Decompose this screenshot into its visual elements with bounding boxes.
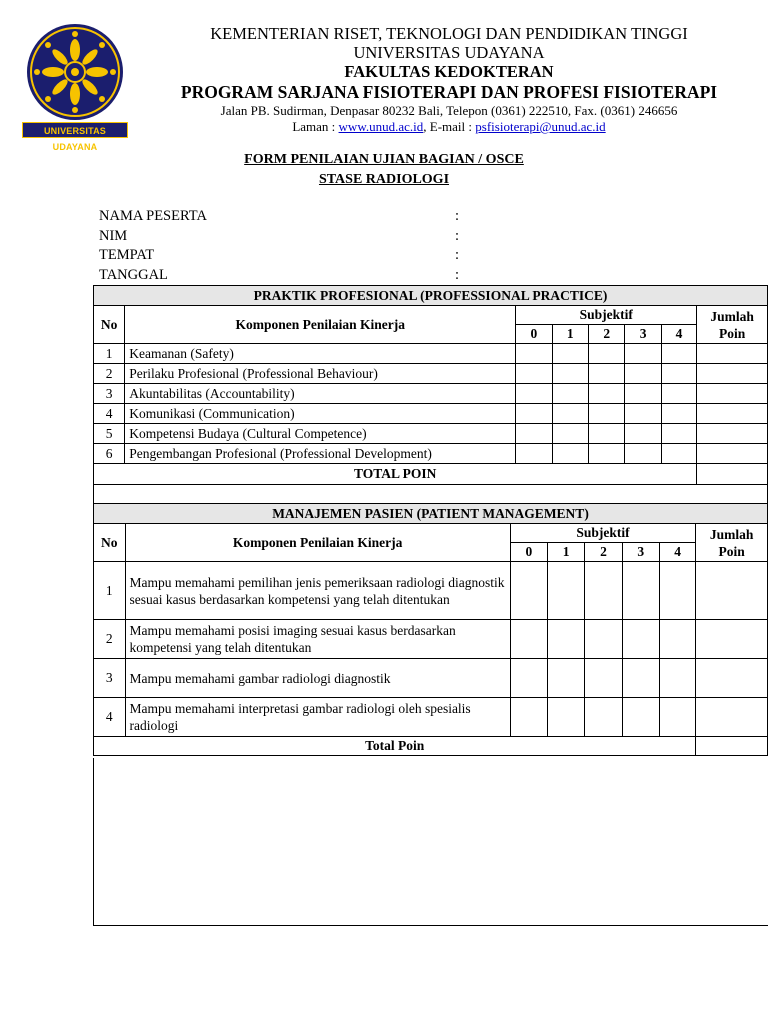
score-header-1: 1 — [552, 325, 588, 344]
score-header-2: 2 — [585, 543, 622, 562]
professional-practice-table — [93, 285, 768, 505]
field-label: NAMA PESERTA — [99, 208, 207, 224]
score-cell[interactable] — [622, 698, 659, 737]
score-header-3: 3 — [625, 325, 661, 344]
table-row — [94, 562, 768, 620]
score-cell[interactable] — [589, 404, 625, 424]
total-row — [94, 464, 768, 485]
score-cell[interactable] — [661, 444, 697, 464]
score-cell[interactable] — [516, 384, 552, 404]
score-cell[interactable] — [661, 344, 697, 364]
col-no-header: No — [94, 524, 126, 562]
row-item: Pengembangan Profesional (Professional Development) — [125, 444, 516, 464]
score-cell[interactable] — [552, 404, 588, 424]
score-cell[interactable] — [589, 424, 625, 444]
field-tanggal — [99, 266, 499, 286]
ministry-name: KEMENTERIAN RISET, TEKNOLOGI DAN PENDIDIKAN TINGGI — [210, 24, 688, 43]
score-cell[interactable] — [661, 404, 697, 424]
row-no: 1 — [94, 344, 125, 364]
score-cell[interactable] — [585, 620, 622, 659]
jumlah-cell[interactable] — [697, 384, 768, 404]
table-row — [94, 444, 768, 464]
score-header-0: 0 — [516, 325, 552, 344]
email-link[interactable]: psfisioterapi@unud.ac.id — [475, 119, 606, 134]
university-name: UNIVERSITAS UDAYANA — [353, 43, 545, 62]
col-subjektif-header: Subjektif — [516, 306, 697, 325]
col-no-header: No — [94, 306, 125, 344]
table-row — [94, 698, 768, 737]
table-row — [94, 364, 768, 384]
row-no: 3 — [94, 384, 125, 404]
score-cell[interactable] — [625, 424, 661, 444]
row-no: 2 — [94, 620, 126, 659]
score-cell[interactable] — [625, 364, 661, 384]
contact-line — [130, 119, 768, 135]
row-no: 3 — [94, 659, 126, 698]
score-cell[interactable] — [552, 444, 588, 464]
score-cell[interactable] — [510, 620, 547, 659]
notes-area[interactable] — [93, 758, 768, 926]
address: Jalan PB. Sudirman, Denpasar 80232 Bali, Telepon (0361) 222510, Fax. (0361) 246656 — [220, 103, 678, 118]
score-header-2: 2 — [589, 325, 625, 344]
score-header-1: 1 — [547, 543, 584, 562]
table-row — [94, 424, 768, 444]
score-cell[interactable] — [585, 659, 622, 698]
col-jumlah-header: Jumlah Poin — [697, 306, 768, 344]
score-cell[interactable] — [589, 444, 625, 464]
col-subjektif-header: Subjektif — [510, 524, 696, 543]
row-item: Keamanan (Safety) — [125, 344, 516, 364]
score-cell[interactable] — [625, 384, 661, 404]
score-cell[interactable] — [659, 698, 695, 737]
score-cell[interactable] — [516, 404, 552, 424]
score-cell[interactable] — [659, 659, 695, 698]
score-cell[interactable] — [516, 444, 552, 464]
score-cell[interactable] — [661, 384, 697, 404]
row-no: 6 — [94, 444, 125, 464]
score-cell[interactable] — [552, 384, 588, 404]
total-label: TOTAL POIN — [94, 464, 697, 485]
score-header-0: 0 — [510, 543, 547, 562]
section-header: PRAKTIK PROFESIONAL (PROFESSIONAL PRACTICE) — [94, 286, 768, 306]
score-cell[interactable] — [589, 344, 625, 364]
row-item: Akuntabilitas (Accountability) — [125, 384, 516, 404]
row-item: Perilaku Profesional (Professional Behaviour) — [125, 364, 516, 384]
score-cell[interactable] — [552, 344, 588, 364]
field-colon: : — [455, 247, 460, 263]
score-cell[interactable] — [622, 562, 659, 620]
program-name: PROGRAM SARJANA FISIOTERAPI DAN PROFESI FISIOTERAPI — [180, 82, 718, 102]
score-header-3: 3 — [622, 543, 659, 562]
table-row — [94, 384, 768, 404]
score-cell[interactable] — [622, 659, 659, 698]
score-cell[interactable] — [585, 698, 622, 737]
score-cell[interactable] — [552, 424, 588, 444]
score-cell[interactable] — [547, 698, 584, 737]
score-cell[interactable] — [516, 424, 552, 444]
row-item: Mampu memahami gambar radiologi diagnostik — [125, 659, 510, 698]
row-item: Mampu memahami posisi imaging sesuai kasus berdasarkan kompetensi yang telah ditentukan — [125, 620, 510, 659]
website-link[interactable]: www.unud.ac.id — [338, 119, 424, 134]
row-item: Mampu memahami pemilihan jenis pemeriksaan radiologi diagnostik sesuai kasus berdasarkan kompetensi yang telah ditentukan — [125, 562, 510, 620]
identity-fields — [99, 207, 499, 285]
score-cell[interactable] — [547, 659, 584, 698]
jumlah-cell[interactable] — [696, 698, 768, 737]
row-no: 2 — [94, 364, 125, 384]
score-cell[interactable] — [625, 344, 661, 364]
table-row — [94, 620, 768, 659]
total-cell[interactable] — [696, 737, 768, 756]
field-tempat — [99, 246, 499, 266]
field-label: TANGGAL — [99, 266, 168, 283]
patient-management-table — [93, 503, 768, 756]
logo-band-label: UNIVERSITAS UDAYANA — [22, 122, 128, 138]
section-header: MANAJEMEN PASIEN (PATIENT MANAGEMENT) — [94, 504, 768, 524]
email-label: , E-mail : — [423, 119, 476, 134]
form-titles — [0, 150, 768, 190]
field-label: NIM — [99, 227, 128, 244]
row-no: 4 — [94, 698, 126, 737]
letterhead — [130, 24, 768, 135]
jumlah-cell[interactable] — [696, 659, 768, 698]
laman-label: Laman : — [292, 119, 339, 134]
jumlah-cell[interactable] — [697, 424, 768, 444]
score-cell[interactable] — [625, 444, 661, 464]
jumlah-cell[interactable] — [697, 404, 768, 424]
total-cell[interactable] — [697, 464, 768, 485]
col-komponen-header: Komponen Penilaian Kinerja — [125, 524, 510, 562]
score-cell[interactable] — [510, 698, 547, 737]
field-colon: : — [455, 266, 460, 283]
faculty-name: FAKULTAS KEDOKTERAN — [344, 62, 554, 81]
row-item: Komunikasi (Communication) — [125, 404, 516, 424]
table-row — [94, 344, 768, 364]
score-header-4: 4 — [659, 543, 695, 562]
field-colon: : — [455, 208, 460, 224]
score-cell[interactable] — [661, 424, 697, 444]
field-nama-peserta — [99, 207, 499, 227]
jumlah-cell[interactable] — [697, 344, 768, 364]
score-cell[interactable] — [589, 384, 625, 404]
score-header-4: 4 — [661, 325, 697, 344]
total-row — [94, 737, 768, 756]
score-cell[interactable] — [661, 364, 697, 384]
row-no: 1 — [94, 562, 126, 620]
row-item: Kompetensi Budaya (Cultural Competence) — [125, 424, 516, 444]
table-row — [94, 659, 768, 698]
score-cell[interactable] — [516, 344, 552, 364]
udayana-emblem-icon — [20, 22, 130, 122]
score-cell[interactable] — [547, 562, 584, 620]
score-cell[interactable] — [547, 620, 584, 659]
col-komponen-header: Komponen Penilaian Kinerja — [125, 306, 516, 344]
jumlah-cell[interactable] — [697, 364, 768, 384]
jumlah-cell[interactable] — [697, 444, 768, 464]
score-cell[interactable] — [659, 562, 695, 620]
form-title: FORM PENILAIAN UJIAN BAGIAN / OSCE — [244, 152, 524, 167]
score-cell[interactable] — [659, 620, 695, 659]
col-jumlah-header: Jumlah Poin — [696, 524, 768, 562]
jumlah-cell[interactable] — [696, 562, 768, 620]
spacer-cell — [94, 485, 768, 505]
university-logo — [20, 22, 130, 152]
score-cell[interactable] — [589, 364, 625, 384]
row-no: 4 — [94, 404, 125, 424]
row-no: 5 — [94, 424, 125, 444]
total-label: Total Poin — [94, 737, 696, 756]
field-nim — [99, 227, 499, 247]
score-cell[interactable] — [585, 562, 622, 620]
row-item: Mampu memahami interpretasi gambar radiologi oleh spesialis radiologi — [125, 698, 510, 737]
field-colon: : — [455, 227, 460, 244]
table-row — [94, 404, 768, 424]
form-subtitle: STASE RADIOLOGI — [318, 172, 450, 187]
field-label: TEMPAT — [99, 247, 155, 263]
score-cell[interactable] — [510, 659, 547, 698]
score-cell[interactable] — [625, 404, 661, 424]
score-cell[interactable] — [552, 364, 588, 384]
score-cell[interactable] — [510, 562, 547, 620]
score-cell[interactable] — [516, 364, 552, 384]
jumlah-cell[interactable] — [696, 620, 768, 659]
spacer-row — [94, 485, 768, 505]
score-cell[interactable] — [622, 620, 659, 659]
